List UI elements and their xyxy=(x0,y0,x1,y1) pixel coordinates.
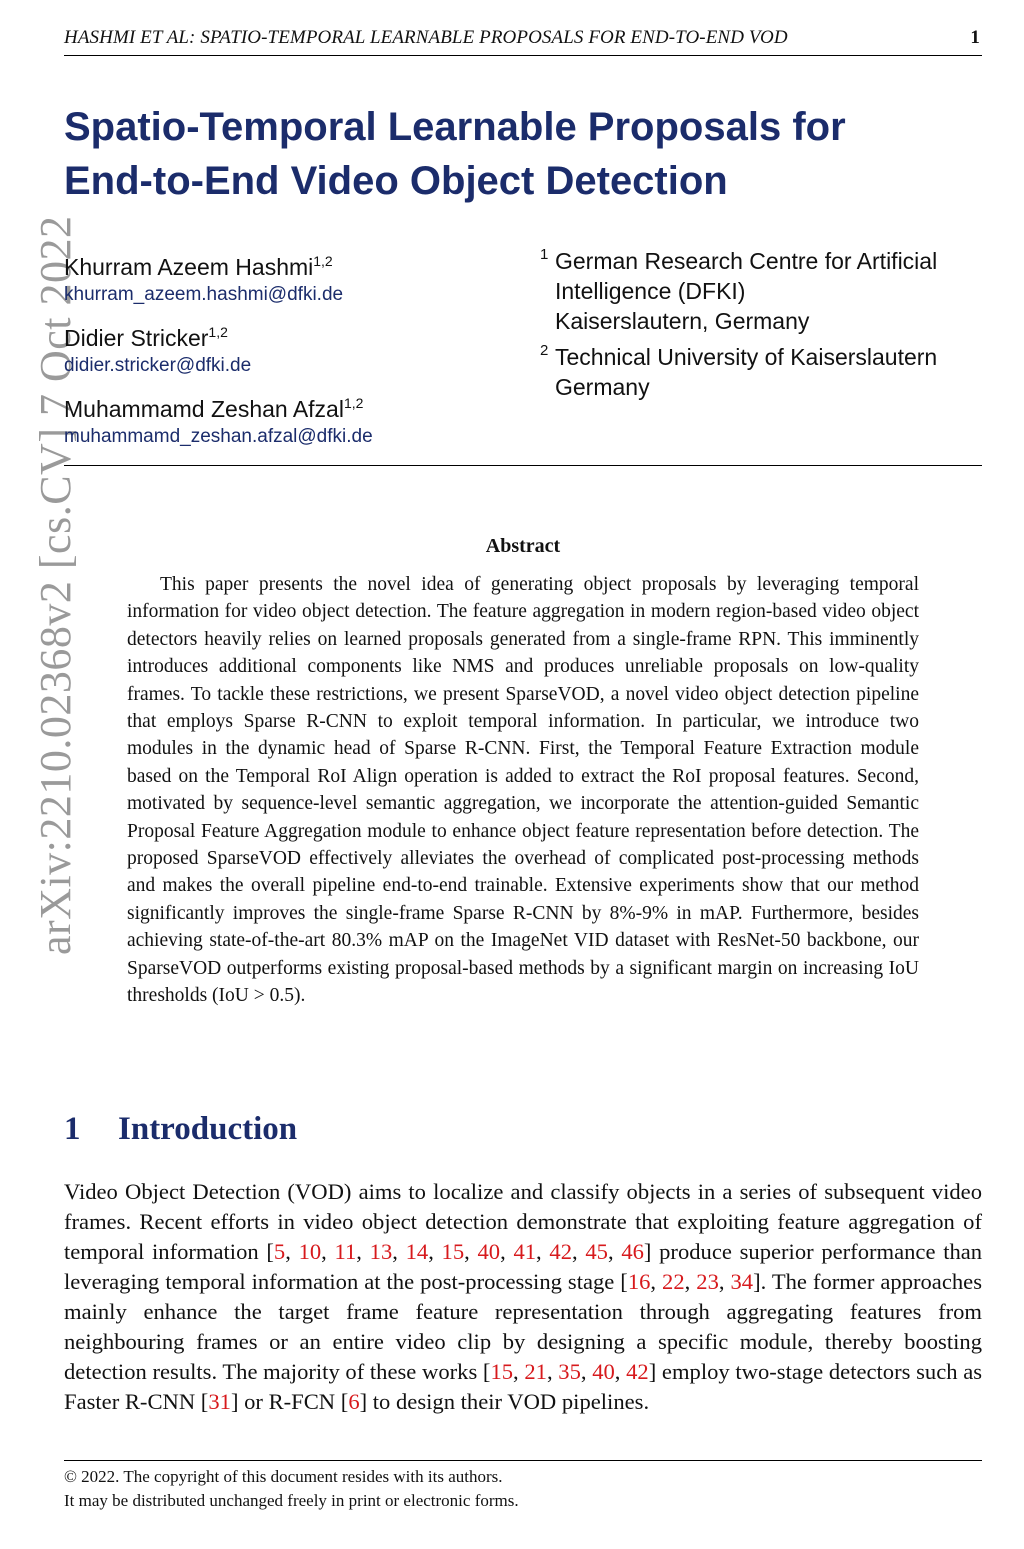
citation-link[interactable]: 31 xyxy=(208,1389,231,1414)
citation-link[interactable]: 40 xyxy=(592,1359,615,1384)
title-line-1: Spatio-Temporal Learnable Proposals for xyxy=(64,105,846,149)
citation-link[interactable]: 42 xyxy=(549,1239,572,1264)
citation-link[interactable]: 5 xyxy=(273,1239,286,1264)
citation-link[interactable]: 42 xyxy=(626,1359,649,1384)
footnote-line-2: It may be distributed unchanged freely in print or electronic forms. xyxy=(64,1491,519,1510)
abstract-text: This paper presents the novel idea of generating object proposals by leveraging temporal information for video object detection. The feature aggregation in modern region-based video object detectors heavily relies on learned proposals generated from a single-frame RPN. This imminently introduces additional components like NMS and produces unreliable proposals on low-quality frames. To tackle these restrictions, we present SparseVOD, a novel video object detection pipeline that employs Sparse R-CNN to exploit temporal information. In particular, we introduce two modules in the dynamic head of Sparse R-CNN. First, the Temporal Feature Extraction module based on the Temporal RoI Align operation is added to extract the RoI proposal features. Second, motivated by sequence-level semantic aggregation, we incorporate the attention-guided Semantic Proposal Feature Aggregation module to enhance object feature representation before detection. The proposed SparseVOD effectively alleviates the overhead of complicated post-processing methods and makes the overall pipeline end-to-end trainable. Extensive experiments show that our method significantly improves the single-frame Sparse R-CNN by 8%-9% in mAP. Furthermore, besides achieving state-of-the-art 80.3% mAP on the ImageNet VID dataset with ResNet-50 backbone, our SparseVOD outperforms existing proposal-based methods by a significant margin on increasing IoU thresholds (IoU > 0.5). xyxy=(127,574,919,1007)
affiliation-list xyxy=(540,246,990,408)
author-affil-sup: 1,2 xyxy=(343,395,364,411)
citation-link[interactable]: 21 xyxy=(524,1359,547,1384)
author-list xyxy=(64,246,514,459)
affiliation: 2 Technical University of Kaiserslautern Germany xyxy=(540,342,990,402)
affiliation-number: 2 xyxy=(540,342,549,359)
author-affil-sup: 1,2 xyxy=(313,253,333,269)
affiliation: 1 German Research Centre for Artificial Intelligence (DFKI) Kaiserslautern, Germany xyxy=(540,246,990,336)
footnote-divider xyxy=(64,1460,982,1461)
citation-link[interactable]: 40 xyxy=(477,1239,501,1264)
running-head xyxy=(64,27,982,56)
affiliation-number: 1 xyxy=(540,246,549,263)
author-name: Khurram Azeem Hashmi$^{1,2}$ xyxy=(64,253,333,280)
citation-link[interactable]: 35 xyxy=(558,1359,581,1384)
introduction-paragraph: Video Object Detection (VOD) aims to localize and classify objects in a series of subsequent video frames. Recent efforts in video object detection demonstrate that exploiting feature aggregation of temporal information [5, 10, 11, 13, 14, 15, 40, 41, 42, 45, 46] produce superior performance than leveraging temporal information at the post-processing stage [16, 22, 23, 34]. The former approaches mainly enhance the target frame feature representation through aggregating features from neighbouring frames or an entire video clip by designing a specific module, thereby boosting detection results. The majority of these works [15, 21, 35, 40, 42] employ two-stage detectors such as Faster R-CNN [31] or R-FCN [6] to design their VOD pipelines. xyxy=(64,1179,983,1414)
citation-link[interactable]: 13 xyxy=(369,1239,393,1264)
copyright-footnote xyxy=(64,1465,982,1513)
citation-link[interactable]: 15 xyxy=(490,1359,514,1384)
citation-link[interactable]: 6 xyxy=(348,1389,360,1414)
author-name: Muhammamd Zeshan Afzal$^{1,2}$ xyxy=(64,395,364,422)
citation-link[interactable]: 22 xyxy=(662,1269,685,1294)
citation-link[interactable]: 34 xyxy=(730,1269,754,1294)
citation-link[interactable]: 10 xyxy=(298,1239,322,1264)
paper-title xyxy=(64,100,964,208)
section-title: Introduction xyxy=(118,1111,298,1147)
citation-link[interactable]: 45 xyxy=(585,1239,608,1264)
section-number: 1 xyxy=(64,1111,81,1147)
citation-link[interactable]: 23 xyxy=(696,1269,719,1294)
citation-link[interactable]: 16 xyxy=(627,1269,651,1294)
citation-link[interactable]: 46 xyxy=(621,1239,644,1264)
author-email-link[interactable]: muhammamd_zeshan.afzal@dfki.de xyxy=(64,426,373,447)
page-number: 1 xyxy=(970,27,980,48)
citation-link[interactable]: 11 xyxy=(334,1239,357,1264)
footnote-line-1: © 2022. The copyright of this document resides with its authors. xyxy=(64,1467,503,1486)
title-line-2: End-to-End Video Object Detection xyxy=(64,159,728,203)
author-affil-sup: 1,2 xyxy=(208,324,228,340)
section-heading-introduction xyxy=(64,1111,297,1148)
citation-link[interactable]: 14 xyxy=(405,1239,429,1264)
abstract-heading: Abstract xyxy=(485,535,561,557)
author-name: Didier Stricker$^{1,2}$ xyxy=(64,324,228,351)
arxiv-stamp[interactable]: arXiv:2210.02368v2 [cs.CV] 7 Oct 2022 xyxy=(31,215,80,955)
citation-link[interactable]: 41 xyxy=(513,1239,537,1264)
header-divider xyxy=(64,465,982,466)
author-email-link[interactable]: didier.stricker@dfki.de xyxy=(64,355,252,376)
author-email-link[interactable]: khurram_azeem.hashmi@dfki.de xyxy=(64,284,344,305)
running-head-text: HASHMI ET AL: SPATIO-TEMPORAL LEARNABLE PROPOSALS FOR END-TO-END VOD xyxy=(64,27,788,48)
citation-link[interactable]: 15 xyxy=(441,1239,465,1264)
